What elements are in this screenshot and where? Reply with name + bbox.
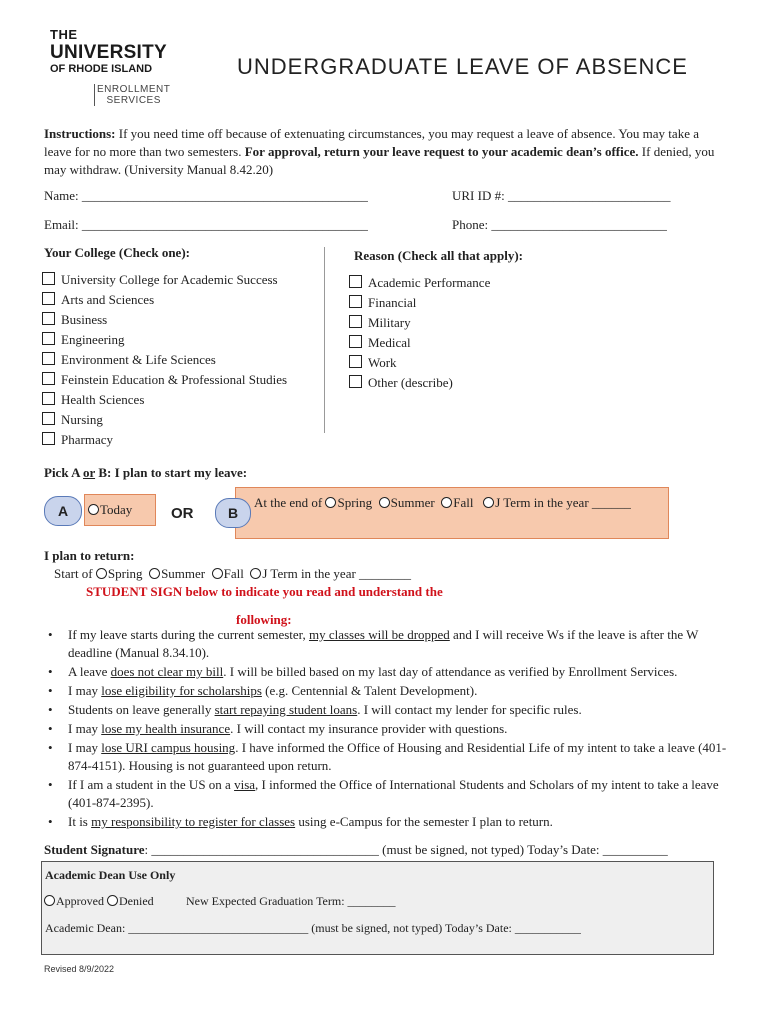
college-option-label: Engineering (61, 332, 125, 347)
column-divider (324, 247, 325, 433)
checkbox[interactable] (349, 315, 362, 328)
college-option[interactable] (42, 330, 287, 350)
instructions-label: Instructions: (44, 126, 116, 141)
checkbox[interactable] (349, 335, 362, 348)
college-option[interactable] (42, 350, 287, 370)
college-option[interactable] (42, 310, 287, 330)
reason-list (349, 273, 490, 393)
term-underline: my responsibility to register for classes (91, 814, 296, 829)
college-option[interactable] (42, 370, 287, 390)
checkbox[interactable] (42, 312, 55, 325)
college-option[interactable] (42, 430, 287, 450)
radio-button[interactable] (379, 497, 390, 508)
dean-decision (44, 894, 154, 909)
reason-option[interactable] (349, 273, 490, 293)
signature-label: Student Signature (44, 842, 145, 857)
term-text: I may (68, 721, 102, 736)
checkbox[interactable] (42, 372, 55, 385)
return-options (54, 566, 411, 582)
college-option[interactable] (42, 390, 287, 410)
college-option[interactable] (42, 270, 287, 290)
reason-option-label: Academic Performance (368, 275, 491, 290)
dean-heading: Academic Dean Use Only (45, 868, 176, 882)
student-sign-notice-2: following: (236, 612, 292, 627)
checkbox[interactable] (42, 412, 55, 425)
term-underline: start repaying student loans (214, 702, 358, 717)
name-field[interactable]: Name: ____________________________________________ (44, 188, 368, 203)
spring-label: Spring (337, 495, 373, 510)
logo-sub-1: ENROLLMENT (97, 84, 171, 95)
pick-heading-or: or (83, 465, 96, 480)
term-text: . I will contact my insurance provider with questions. (230, 721, 508, 736)
term-text: If I am a student in the US on a (68, 777, 235, 792)
logo-subtitle (94, 84, 170, 106)
term-text: using e-Campus for the semester I plan to return. (295, 814, 553, 829)
dean-signature-line[interactable]: Academic Dean: ______________________________ (must be signed, not typed) Today’s Date: ___________ (45, 921, 581, 935)
revised-date: Revised 8/9/2022 (44, 964, 115, 974)
email-field[interactable]: Email: ____________________________________________ (44, 217, 368, 232)
term-underline: does not clear my bill (110, 664, 224, 679)
list-item (44, 720, 734, 738)
term-underline: lose eligibility for scholarships (101, 683, 262, 698)
reason-option-label: Financial (368, 295, 417, 310)
term-underline: visa (234, 777, 256, 792)
return-heading: I plan to return: (44, 548, 135, 563)
page-title: UNDERGRADUATE LEAVE OF ABSENCE (237, 54, 688, 79)
instructions-text-2: If denied, you may withdraw. (University Manual 8.42.20) (44, 144, 715, 177)
radio-button[interactable] (441, 497, 452, 508)
summer-label: Summer (390, 495, 435, 510)
return-jterm-label: J Term (262, 566, 298, 581)
reason-option-label: Other (describe) (368, 375, 453, 390)
end-of-label: At the end of (254, 495, 326, 510)
uri-id-field[interactable]: URI ID #: _________________________ (452, 188, 671, 203)
term-underline: my classes will be dropped (308, 627, 450, 642)
option-a-badge[interactable]: A (44, 496, 82, 526)
college-option[interactable] (42, 410, 287, 430)
radio-button[interactable] (44, 895, 55, 906)
reason-option[interactable] (349, 313, 490, 333)
list-item (44, 739, 734, 775)
return-summer-label: Summer (161, 566, 206, 581)
option-b-text (254, 495, 631, 511)
term-text: I may (68, 740, 102, 755)
college-option-label: Business (61, 312, 108, 327)
term-text: If my leave starts during the current semester, (68, 627, 309, 642)
radio-button[interactable] (212, 568, 223, 579)
radio-button[interactable] (96, 568, 107, 579)
term-text: . I will be billed based on my last day of attendance as verified by Enrollment Services. (223, 664, 678, 679)
return-year-blank[interactable]: in the year ________ (297, 566, 412, 581)
college-heading: Your College (Check one): (44, 245, 190, 260)
jterm-label: J Term (495, 495, 531, 510)
college-option-label: Arts and Sciences (61, 292, 155, 307)
today-option[interactable] (88, 502, 132, 518)
list-item (44, 663, 734, 681)
term-text: , I informed the Office of International Students and Scholars of my intent to take a leave (401-874-2395). (68, 777, 719, 810)
reason-option[interactable] (349, 353, 490, 373)
term-underline: lose URI campus housing (101, 740, 236, 755)
fall-label: Fall (453, 495, 474, 510)
denied-label: Denied (119, 894, 154, 908)
radio-button[interactable] (250, 568, 261, 579)
checkbox[interactable] (349, 295, 362, 308)
college-list (42, 270, 287, 450)
radio-button[interactable] (325, 497, 336, 508)
term-text: A leave (68, 664, 111, 679)
checkbox[interactable] (42, 432, 55, 445)
instructions-bold: For approval, return your leave request to your academic dean’s office. (244, 144, 639, 159)
return-spring-label: Spring (107, 566, 143, 581)
reason-option[interactable] (349, 333, 490, 353)
list-item (44, 813, 734, 831)
terms-list (44, 626, 734, 832)
term-text: I may (68, 683, 102, 698)
pick-heading-post: B: I plan to start my leave: (95, 465, 248, 480)
year-blank[interactable]: in the year ______ (530, 495, 631, 510)
reason-option-label: Military (368, 315, 411, 330)
term-text: Students on leave generally (68, 702, 215, 717)
term-text: It is (68, 814, 92, 829)
reason-option-label: Work (368, 355, 397, 370)
college-option-label: Feinstein Education & Professional Studies (61, 372, 288, 387)
radio-button[interactable] (88, 504, 99, 515)
college-option-label: Nursing (61, 412, 103, 427)
college-option-label: Health Sciences (61, 392, 145, 407)
uri-logo (50, 27, 171, 106)
radio-button[interactable] (483, 497, 494, 508)
logo-sub-2: SERVICES (106, 95, 161, 106)
student-sign-notice-1: STUDENT SIGN below to indicate you read and understand the (86, 584, 443, 599)
radio-button[interactable] (149, 568, 160, 579)
logo-line-1: THE (50, 27, 78, 42)
college-option-label: Environment & Life Sciences (61, 352, 216, 367)
start-of-label: Start of (54, 566, 96, 581)
list-item (44, 626, 734, 662)
list-item (44, 682, 734, 700)
college-option[interactable] (42, 290, 287, 310)
radio-button[interactable] (107, 895, 118, 906)
checkbox[interactable] (349, 375, 362, 388)
list-item (44, 776, 734, 812)
reason-option[interactable] (349, 373, 490, 393)
list-item (44, 701, 734, 719)
checkbox[interactable] (349, 355, 362, 368)
college-option-label: University College for Academic Success (61, 272, 278, 287)
reason-heading: Reason (Check all that apply): (354, 248, 524, 263)
term-text: and I will receive Ws if the leave is after the W deadline (Manual 8.34.10). (68, 627, 699, 660)
checkbox[interactable] (42, 392, 55, 405)
signature-rest: : ___________________________________ (must be signed, not typed) Today’s Date: __________ (144, 842, 668, 857)
pick-heading (44, 465, 247, 481)
approved-label: Approved (56, 894, 104, 908)
or-label: OR (171, 505, 194, 522)
instructions (44, 125, 729, 179)
logo-line-2: UNIVERSITY (50, 42, 168, 63)
pick-heading-pre: Pick A (44, 465, 84, 480)
term-underline: lose my health insurance (101, 721, 231, 736)
term-text: (e.g. Centennial & Talent Development). (261, 683, 478, 698)
graduation-term-field[interactable]: New Expected Graduation Term: ________ (186, 894, 396, 908)
checkbox[interactable] (42, 352, 55, 365)
student-signature-line[interactable] (44, 842, 668, 858)
option-b-badge[interactable]: B (215, 498, 251, 528)
term-text: . I have informed the Office of Housing and Residential Life of my intent to take a leave (401-874-4151). Housing is not guaranteed upon return. (68, 740, 727, 773)
checkbox[interactable] (42, 292, 55, 305)
phone-field[interactable]: Phone: ___________________________ (452, 217, 667, 232)
college-option-label: Pharmacy (61, 432, 113, 447)
term-text: . I will contact my lender for specific rules. (357, 702, 582, 717)
reason-option-label: Medical (368, 335, 411, 350)
today-label: Today (100, 502, 133, 517)
logo-line-3: OF RHODE ISLAND (50, 63, 153, 75)
return-fall-label: Fall (223, 566, 244, 581)
reason-option[interactable] (349, 293, 490, 313)
checkbox[interactable] (42, 272, 55, 285)
checkbox[interactable] (349, 275, 362, 288)
instructions-text-1: If you need time off because of extenuating circumstances, you may request a leave of absence. You may take a leave for no more than two semesters. (44, 126, 699, 159)
checkbox[interactable] (42, 332, 55, 345)
